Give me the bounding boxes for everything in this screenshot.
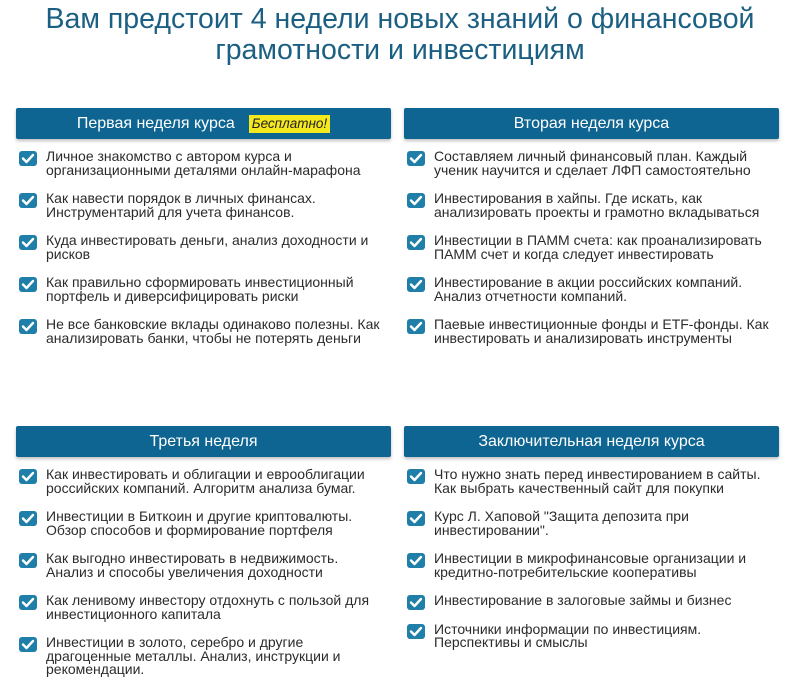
week-2-title: Вторая неделя курса (513, 114, 670, 132)
checkmark-icon (19, 319, 37, 334)
topic-text: Что нужно знать перед инвестированием в сайты. Как выбрать качественный сайт для покупки (434, 466, 761, 496)
week-3-title: Третья неделя (149, 432, 258, 450)
topic-item (16, 276, 391, 303)
week-3-block (16, 426, 391, 680)
headline-line-1: Вам предстоит 4 недели новых знаний о финансовой (45, 3, 755, 35)
week-1-block (16, 108, 391, 360)
checkmark-icon (19, 277, 37, 292)
topic-item (404, 552, 779, 579)
topic-item (404, 620, 779, 650)
topic-text: Курс Л. Хаповой "Защита депозита при инвестировании". (434, 508, 689, 538)
topic-item (16, 636, 391, 677)
topic-item (16, 594, 391, 621)
topic-item (404, 318, 779, 345)
topic-text: Инвестиции в золото, серебро и другие драгоценные металлы. Анализ, инструкции и рекомендации. (46, 634, 341, 677)
week-3-topic-list (16, 468, 391, 677)
topic-text: Куда инвестировать деньги, анализ доходности и рисков (46, 232, 369, 262)
checkmark-icon (407, 553, 425, 568)
topic-text: Составляем личный финансовый план. Каждый ученик научится и сделает ЛФП самостоятельно (434, 148, 751, 178)
checkmark-icon (19, 151, 37, 166)
topic-item (404, 234, 779, 261)
checkmark-icon (19, 637, 37, 652)
week-4-header (404, 426, 779, 457)
topic-item (16, 234, 391, 261)
checkmark-icon (407, 235, 425, 250)
week-4-block (404, 426, 779, 665)
topic-text: Как правильно сформировать инвестиционный портфель и диверсифицировать риски (46, 274, 354, 304)
topic-item (16, 150, 391, 177)
topic-item (404, 510, 779, 537)
topic-text: Как выгодно инвестировать в недвижимость. Анализ и способы увеличения доходности (46, 550, 339, 580)
topic-text: Паевые инвестиционные фонды и ETF-фонды. Как инвестировать и анализировать инструменты (434, 316, 769, 346)
checkmark-icon (407, 469, 425, 484)
checkmark-icon (19, 235, 37, 250)
checkmark-icon (407, 151, 425, 166)
topic-text: Как навести порядок в личных финансах. Инструментарий для учета финансов. (46, 190, 316, 220)
checkmark-icon (19, 553, 37, 568)
checkmark-icon (407, 511, 425, 526)
topic-text: Инвестиции в микрофинансовые организации и кредитно-потребительские кооперативы (434, 550, 747, 580)
checkmark-icon (19, 193, 37, 208)
topic-item (404, 276, 779, 303)
checkmark-icon (19, 595, 37, 610)
topic-item (404, 594, 779, 608)
checkmark-icon (407, 319, 425, 334)
topic-text: Инвестирование в акции российских компаний. Анализ отчетности компаний. (434, 274, 743, 304)
week-4-topic-list (404, 468, 779, 650)
topic-item (16, 468, 391, 495)
free-badge: Бесплатно! (249, 115, 330, 133)
topic-text: Инвестирования в хайпы. Где искать, как анализировать проекты и грамотно вкладываться (434, 190, 760, 220)
checkmark-icon (407, 277, 425, 292)
topic-item (16, 192, 391, 219)
topic-text: Источники информации по инвестициям. Перспективы и смыслы (434, 620, 702, 650)
checkmark-icon (407, 595, 425, 610)
checkmark-icon (19, 511, 37, 526)
topic-text: Инвестиции в ПАММ счета: как проанализировать ПАММ счет и когда следует инвестировать (434, 232, 762, 262)
topic-text: Инвестиции в Биткоин и другие криптовалюты. Обзор способов и формирование портфеля (46, 508, 353, 538)
topic-text: Личное знакомство с автором курса и организационными деталями онлайн-марафона (46, 148, 361, 178)
checkmark-icon (19, 469, 37, 484)
week-4-title: Заключительная неделя курса (478, 432, 705, 450)
page-headline (0, 4, 800, 66)
week-1-title: Первая неделя курса (76, 114, 235, 132)
week-2-header (404, 108, 779, 139)
checkmark-icon (407, 193, 425, 208)
topic-text: Как ленивому инвестору отдохнуть с пользой для инвестиционного капитала (46, 592, 370, 622)
topic-item (404, 150, 779, 177)
week-2-block (404, 108, 779, 360)
topic-text: Как инвестировать и облигации и еврооблигации российских компаний. Алгоритм анализа бумаг. (46, 466, 365, 496)
week-2-topic-list (404, 150, 779, 345)
headline-line-2: грамотности и инвестициям (215, 34, 585, 66)
week-1-topic-list (16, 150, 391, 345)
topic-item (16, 510, 391, 537)
week-3-header (16, 426, 391, 457)
topic-text: Инвестирование в залоговые займы и бизнес (434, 592, 732, 608)
topic-item (16, 318, 391, 345)
topic-text: Не все банковские вклады одинаково полезны. Как анализировать банки, чтобы не потерять деньги (46, 316, 380, 346)
topic-item (16, 552, 391, 579)
week-1-header (16, 108, 391, 139)
checkmark-icon (407, 624, 425, 639)
topic-item (404, 192, 779, 219)
topic-item (404, 468, 779, 495)
